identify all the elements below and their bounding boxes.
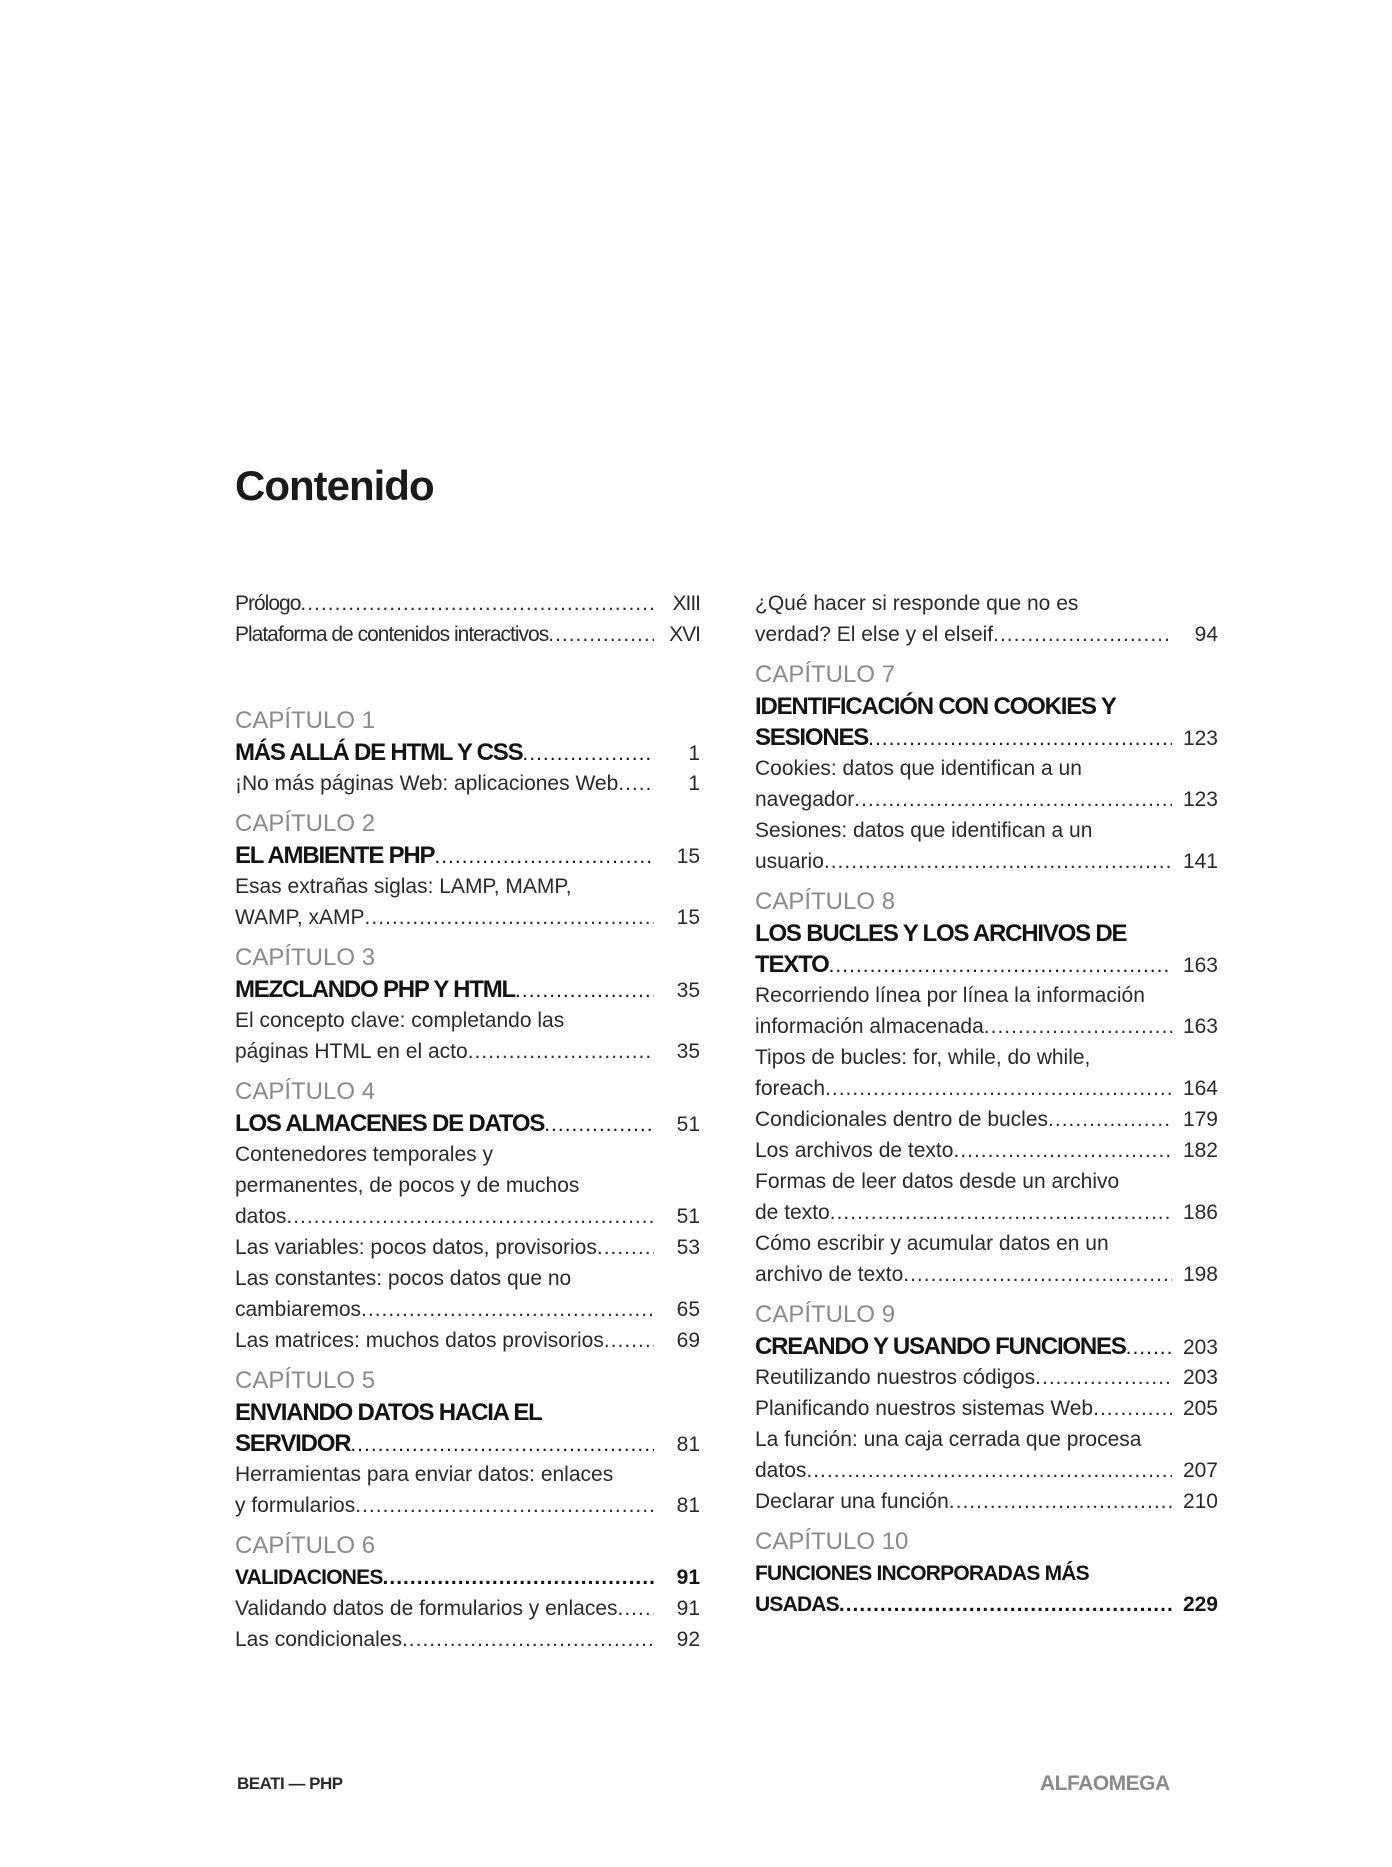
entry-text: El concepto clave: completando las <box>235 1009 565 1032</box>
chapter-title-entry <box>755 1331 1218 1362</box>
entry-text: Esas extrañas siglas: LAMP, MAMP, <box>235 875 572 898</box>
dot-leader <box>544 1109 654 1140</box>
dot-leader <box>365 902 654 933</box>
toc-entry <box>235 1139 700 1232</box>
dot-leader <box>829 950 1172 981</box>
entry-text: Prólogo <box>235 592 301 615</box>
toc-entry <box>755 1424 1218 1486</box>
entry-text: VALIDACIONES <box>235 1566 383 1589</box>
toc-entry <box>755 1135 1218 1166</box>
dot-leader <box>1126 1332 1172 1363</box>
chapter-label: CAPÍTULO 6 <box>235 1532 376 1559</box>
chapter-title-entry <box>235 974 700 1005</box>
dot-leader <box>984 1011 1172 1042</box>
entry-text: Sesiones: datos que identifican a un <box>755 819 1093 842</box>
dot-leader <box>825 1073 1172 1104</box>
dot-leader <box>953 1135 1172 1166</box>
entry-text: Plataforma de contenidos interactivos <box>235 623 549 646</box>
page-number: 123 <box>1182 788 1218 811</box>
page-number: 179 <box>1182 1108 1218 1131</box>
dot-leader <box>604 1325 654 1356</box>
toc-entry <box>755 1228 1218 1290</box>
entry-text: Contenedores temporales y <box>235 1143 493 1166</box>
dot-leader <box>468 1036 654 1067</box>
chapter-title-entry <box>235 840 700 871</box>
toc-entry <box>755 1362 1218 1393</box>
entry-text: LOS BUCLES Y LOS ARCHIVOS DE <box>755 920 1127 947</box>
entry-text: Reutilizando nuestros códigos <box>755 1366 1036 1389</box>
toc-entry <box>235 1263 700 1325</box>
dot-leader <box>548 619 654 650</box>
chapter-title-entry <box>235 619 700 650</box>
dot-leader <box>854 784 1172 815</box>
chapter-title-entry <box>235 1397 700 1459</box>
entry-text: Las variables: pocos datos, provisorios <box>235 1236 597 1259</box>
page-number: 53 <box>676 1236 700 1259</box>
page-number: 207 <box>1182 1459 1218 1482</box>
dot-leader <box>300 588 654 619</box>
dot-leader <box>515 975 654 1006</box>
entry-text: MÁS ALLÁ DE HTML Y CSS <box>235 739 523 766</box>
entry-text: Herramientas para enviar datos: enlaces <box>235 1463 614 1486</box>
entry-text: EL AMBIENTE PHP <box>235 842 435 869</box>
entry-text: FUNCIONES INCORPORADAS MÁS <box>755 1562 1089 1585</box>
page-number: 94 <box>1194 623 1218 646</box>
chapter-title-entry <box>755 691 1218 753</box>
toc-entry <box>235 1005 700 1067</box>
entry-text: verdad? El else y el elseif <box>755 623 994 646</box>
page-number: 1 <box>688 772 700 795</box>
toc-entry <box>235 1593 700 1624</box>
entry-text: Los archivos de texto <box>755 1139 954 1162</box>
dot-leader <box>434 841 654 872</box>
page-number: 164 <box>1182 1077 1218 1100</box>
page-number: 35 <box>676 979 700 1002</box>
entry-text: Cookies: datos que identifican a un <box>755 757 1082 780</box>
page-number: 81 <box>676 1494 700 1517</box>
entry-text: datos <box>755 1459 807 1482</box>
toc-entry <box>755 1393 1218 1424</box>
toc-entry <box>235 1325 700 1356</box>
dot-leader <box>383 1562 654 1593</box>
entry-text: Las constantes: pocos datos que no <box>235 1267 572 1290</box>
page-number: 163 <box>1182 954 1218 977</box>
page-number: 91 <box>676 1566 700 1589</box>
page-number: 210 <box>1182 1490 1218 1513</box>
page-number: 51 <box>676 1205 700 1228</box>
entry-text: ¡No más páginas Web: aplicaciones Web <box>235 772 619 795</box>
chapter-title-entry <box>235 737 700 768</box>
entry-text: Cómo escribir y acumular datos en un <box>755 1232 1109 1255</box>
chapter-label: CAPÍTULO 3 <box>235 944 376 971</box>
dot-leader <box>286 1201 654 1232</box>
page-number: 198 <box>1182 1263 1218 1286</box>
entry-text: Recorriendo línea por línea la información <box>755 984 1145 1007</box>
page-number: 81 <box>676 1433 700 1456</box>
page-number: XIII <box>672 592 700 615</box>
page-number: 229 <box>1182 1593 1218 1616</box>
chapter-label: CAPÍTULO 7 <box>755 661 896 688</box>
entry-text: SESIONES <box>755 724 869 751</box>
entry-text: Las matrices: muchos datos provisorios <box>235 1329 604 1352</box>
dot-leader <box>824 846 1172 877</box>
dot-leader <box>402 1624 654 1655</box>
toc-entry <box>235 1232 700 1263</box>
chapter-label: CAPÍTULO 10 <box>755 1528 909 1555</box>
page-number: 182 <box>1182 1139 1218 1162</box>
toc-entry <box>755 753 1218 815</box>
entry-text: WAMP, xAMP <box>235 906 365 929</box>
dot-leader <box>618 1593 654 1624</box>
chapter-label: CAPÍTULO 5 <box>235 1367 376 1394</box>
chapter-label: CAPÍTULO 4 <box>235 1078 376 1105</box>
entry-text: de texto <box>755 1201 830 1224</box>
page-number: 141 <box>1182 850 1218 873</box>
entry-text: Condicionales dentro de bucles <box>755 1108 1049 1131</box>
entry-text: USADAS <box>755 1593 839 1616</box>
dot-leader <box>839 1589 1172 1620</box>
page-number: 203 <box>1182 1366 1218 1389</box>
footer-author: BEATI — PHP <box>237 1774 343 1793</box>
page-number: 15 <box>676 845 700 868</box>
chapter-label: CAPÍTULO 8 <box>755 888 896 915</box>
page-number: XVI <box>669 623 700 646</box>
dot-leader <box>1035 1362 1172 1393</box>
toc-left-column <box>235 588 700 1655</box>
spacer <box>235 650 700 696</box>
dot-leader <box>993 619 1172 650</box>
entry-text: navegador <box>755 788 855 811</box>
page-number: 123 <box>1182 727 1218 750</box>
entry-text: IDENTIFICACIÓN CON COOKIES Y <box>755 693 1116 720</box>
chapter-label: CAPÍTULO 9 <box>755 1301 896 1328</box>
page-number: 91 <box>676 1597 700 1620</box>
dot-leader <box>830 1197 1172 1228</box>
entry-text: cambiaremos <box>235 1298 362 1321</box>
dot-leader <box>597 1232 654 1263</box>
toc-entry <box>755 980 1218 1042</box>
entry-text: ENVIANDO DATOS HACIA EL <box>235 1399 542 1426</box>
page-number: 51 <box>676 1113 700 1136</box>
chapter-title-entry <box>235 1562 700 1593</box>
entry-text: La función: una caja cerrada que procesa <box>755 1428 1142 1451</box>
entry-text: Tipos de bucles: for, while, do while, <box>755 1046 1091 1069</box>
entry-text: Declarar una función <box>755 1490 949 1513</box>
page-number: 35 <box>676 1040 700 1063</box>
footer-publisher: ALFAOMEGA <box>1040 1772 1170 1795</box>
dot-leader <box>806 1455 1172 1486</box>
entry-text: Las condicionales <box>235 1628 402 1651</box>
toc-entry <box>235 871 700 933</box>
entry-text: usuario <box>755 850 824 873</box>
chapter-title-entry <box>235 1108 700 1139</box>
toc-entry <box>235 1624 700 1655</box>
entry-text: Formas de leer datos desde un archivo <box>755 1170 1120 1193</box>
toc-entry <box>235 768 700 799</box>
entry-text: MEZCLANDO PHP Y HTML <box>235 976 516 1003</box>
chapter-label: CAPÍTULO 1 <box>235 707 376 734</box>
dot-leader <box>1048 1104 1172 1135</box>
page-number: 186 <box>1182 1201 1218 1224</box>
entry-text: CREANDO Y USANDO FUNCIONES <box>755 1333 1126 1360</box>
chapter-title-entry <box>235 588 700 619</box>
toc-entry <box>755 1042 1218 1104</box>
toc-entry <box>755 1486 1218 1517</box>
dot-leader <box>522 738 654 769</box>
entry-text: y formularios <box>235 1494 356 1517</box>
entry-text: ¿Qué hacer si responde que no es <box>755 592 1079 615</box>
entry-text: Planificando nuestros sistemas Web <box>755 1397 1094 1420</box>
page-number: 1 <box>688 742 700 765</box>
page-number: 69 <box>676 1329 700 1352</box>
page-title: Contenido <box>235 462 434 509</box>
entry-text: foreach <box>755 1077 826 1100</box>
dot-leader <box>361 1294 654 1325</box>
page-number: 15 <box>676 906 700 929</box>
page-number: 163 <box>1182 1015 1218 1038</box>
dot-leader <box>355 1490 654 1521</box>
toc-entry <box>755 1104 1218 1135</box>
dot-leader <box>949 1486 1172 1517</box>
page-number: 92 <box>676 1628 700 1651</box>
dot-leader <box>1093 1393 1172 1424</box>
dot-leader <box>868 723 1172 754</box>
dot-leader <box>618 768 654 799</box>
entry-text: Validando datos de formularios y enlaces <box>235 1597 618 1620</box>
entry-text: permanentes, de pocos y de muchos <box>235 1174 580 1197</box>
entry-text: archivo de texto <box>755 1263 904 1286</box>
entry-text: páginas HTML en el acto <box>235 1040 468 1063</box>
toc-entry <box>755 1166 1218 1228</box>
page-number: 205 <box>1182 1397 1218 1420</box>
dot-leader <box>350 1429 654 1460</box>
page-number: 203 <box>1182 1336 1218 1359</box>
chapter-title-entry <box>755 918 1218 980</box>
toc-entry <box>755 815 1218 877</box>
entry-text: datos <box>235 1205 287 1228</box>
entry-text: SERVIDOR <box>235 1430 351 1457</box>
chapter-title-entry <box>755 1558 1218 1620</box>
chapter-label: CAPÍTULO 2 <box>235 810 376 837</box>
entry-text: LOS ALMACENES DE DATOS <box>235 1110 545 1137</box>
toc-right-column <box>755 588 1218 1620</box>
dot-leader <box>903 1259 1172 1290</box>
page-number: 65 <box>676 1298 700 1321</box>
entry-text: TEXTO <box>755 951 829 978</box>
toc-entry <box>235 1459 700 1521</box>
toc-entry <box>755 588 1218 650</box>
entry-text: información almacenada <box>755 1015 984 1038</box>
